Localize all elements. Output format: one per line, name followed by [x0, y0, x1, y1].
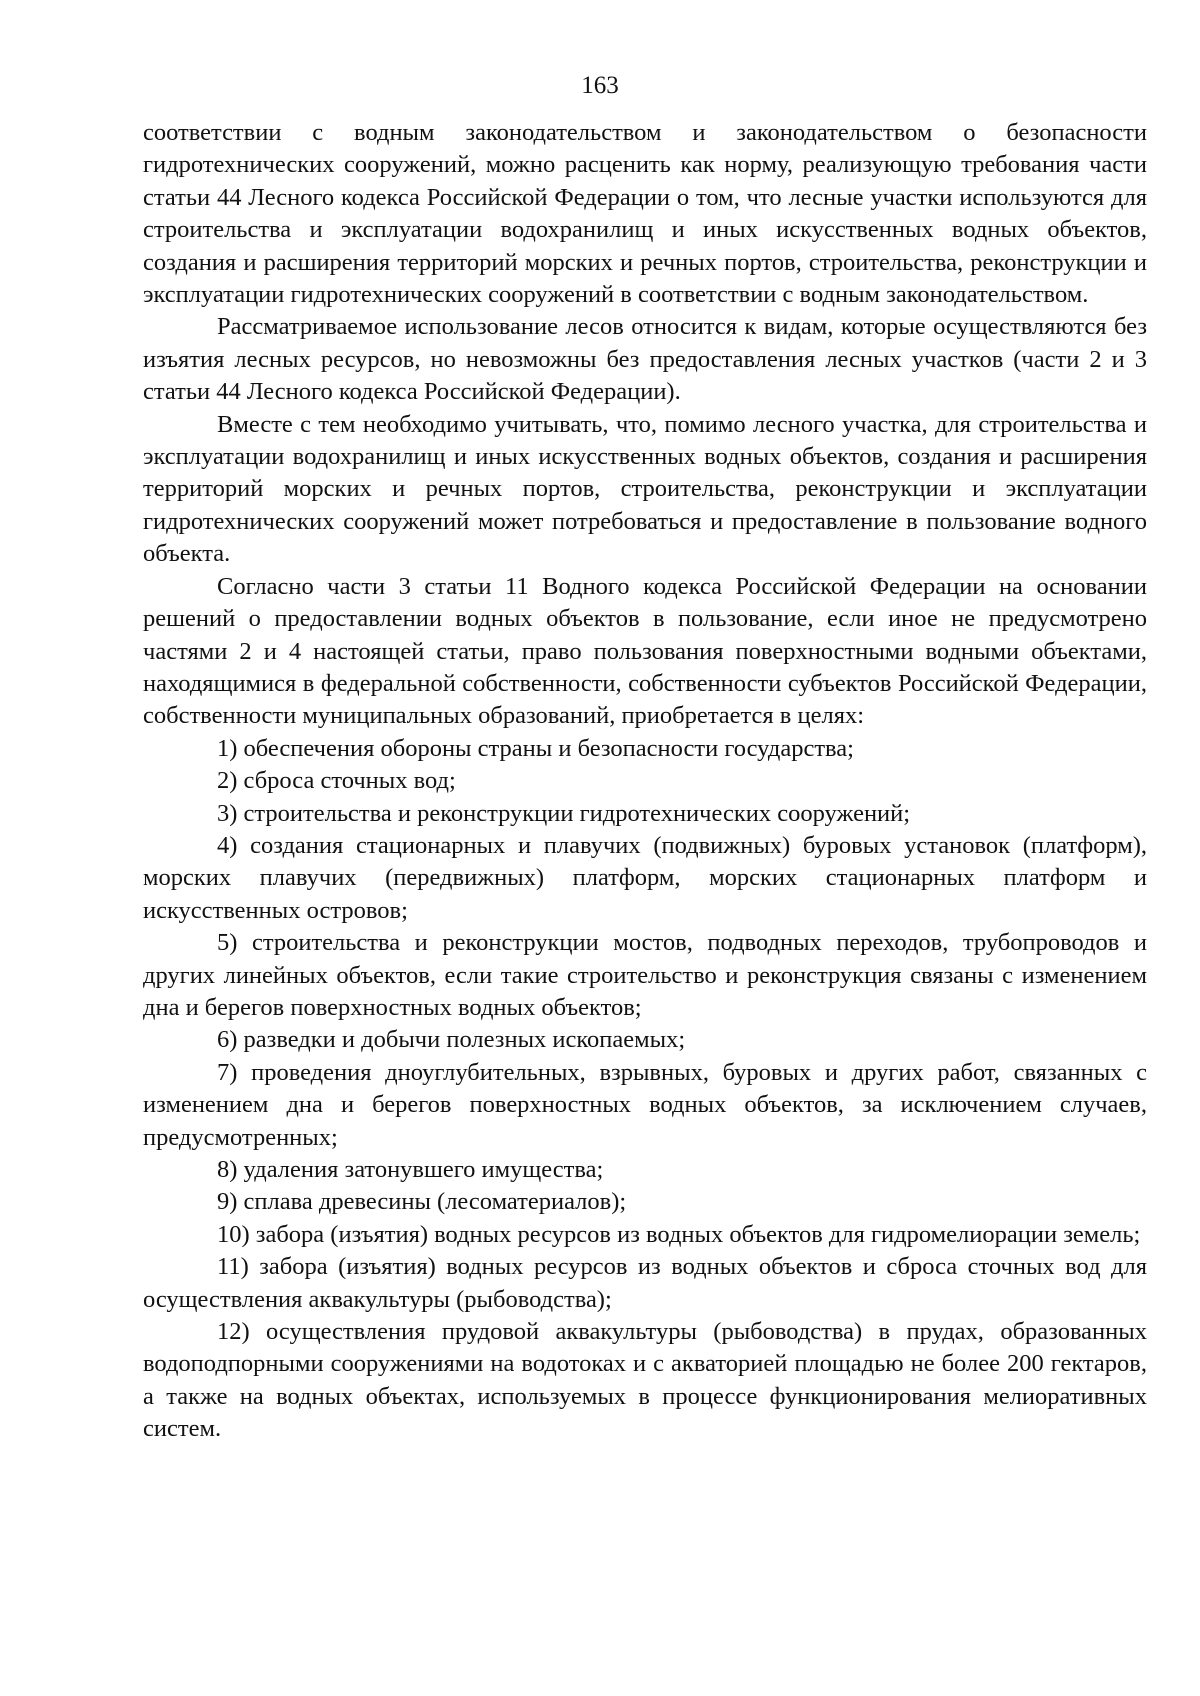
paragraph-forest-use: Рассматриваемое использование лесов относится к видам, которые осуществляются без изъятия лесных ресурсов, но невозможны без предоставления лесных участков (части 2 и 3 статьи 44 Лесного кодекса Российской Федерации).: [143, 313, 1147, 406]
list-item-11: 11) забора (изъятия) водных ресурсов из водных объектов и сброса сточных вод для осуществления аквакультуры (рыбоводства);: [143, 1253, 1147, 1313]
list-item-6: 6) разведки и добычи полезных ископаемых;: [217, 1026, 686, 1054]
list-item-1: 1) обеспечения обороны страны и безопасности государства;: [217, 734, 854, 762]
list-item-10: 10) забора (изъятия) водных ресурсов из водных объектов для гидромелиорации земель;: [217, 1220, 1141, 1248]
list-item-2: 2) сброса сточных вод;: [217, 767, 456, 795]
list-item-4: 4) создания стационарных и плавучих (подвижных) буровых установок (платформ), морских плавучих (передвижных) платформ, морских стационарных платформ и искусственных островов;: [143, 831, 1147, 924]
paragraph-water-object-use: Вместе с тем необходимо учитывать, что, помимо лесного участка, для строительства и эксплуатации водохранилищ и иных искусственных водных объектов, создания и расширения территорий морских и речных портов, строительства, реконструкции и эксплуатации гидротехнических сооружений может потребоваться и предоставление в пользование водного объекта.: [143, 410, 1147, 568]
list-item-5: 5) строительства и реконструкции мостов, подводных переходов, трубопроводов и других линейных объектов, если такие строительство и реконструкция связаны с изменением дна и берегов поверхностных водных объектов;: [143, 929, 1147, 1021]
paragraph-water-code-article: Согласно части 3 статьи 11 Водного кодекса Российской Федерации на основании решений о предоставлении водных объектов в пользование, если иное не предусмотрено частями 2 и 4 настоящей статьи, право пользования поверхностными водными объектами, находящимися в федеральной собственности, собственности субъектов Российской Федерации, собственности муниципальных образований, приобретается в целях:: [143, 572, 1147, 730]
list-item-9: 9) сплава древесины (лесоматериалов);: [217, 1188, 627, 1216]
paragraph-continuation: соответствии с водным законодательством и законодательством о безопасности гидротехнических сооружений, можно расценить как норму, реализующую требования части статьи 44 Лесного кодекса Российской Федерации о том, что лесные участки используются для строительства и эксплуатации водохранилищ и иных искусственных водных объектов, создания и расширения территорий морских и речных портов, строительства, реконструкции и эксплуатации гидротехнических сооружений в соответствии с водным законодательством.: [143, 119, 1147, 309]
document-body: [143, 117, 1147, 1446]
list-item-7: 7) проведения дноуглубительных, взрывных, буровых и других работ, связанных с изменением дна и берегов поверхностных водных объектов, за исключением случаев, предусмотренных;: [143, 1058, 1147, 1151]
list-item-3: 3) строительства и реконструкции гидротехнических сооружений;: [217, 799, 911, 827]
list-item-8: 8) удаления затонувшего имущества;: [217, 1156, 604, 1183]
list-item-12: 12) осуществления прудовой аквакультуры (рыбоводства) в прудах, образованных водоподпорными сооружениями на водотоках и с акваторией площадью не более 200 гектаров, а также на водных объектах, используемых в процессе функционирования мелиоративных систем.: [143, 1318, 1147, 1443]
page-number: 163: [581, 72, 619, 99]
